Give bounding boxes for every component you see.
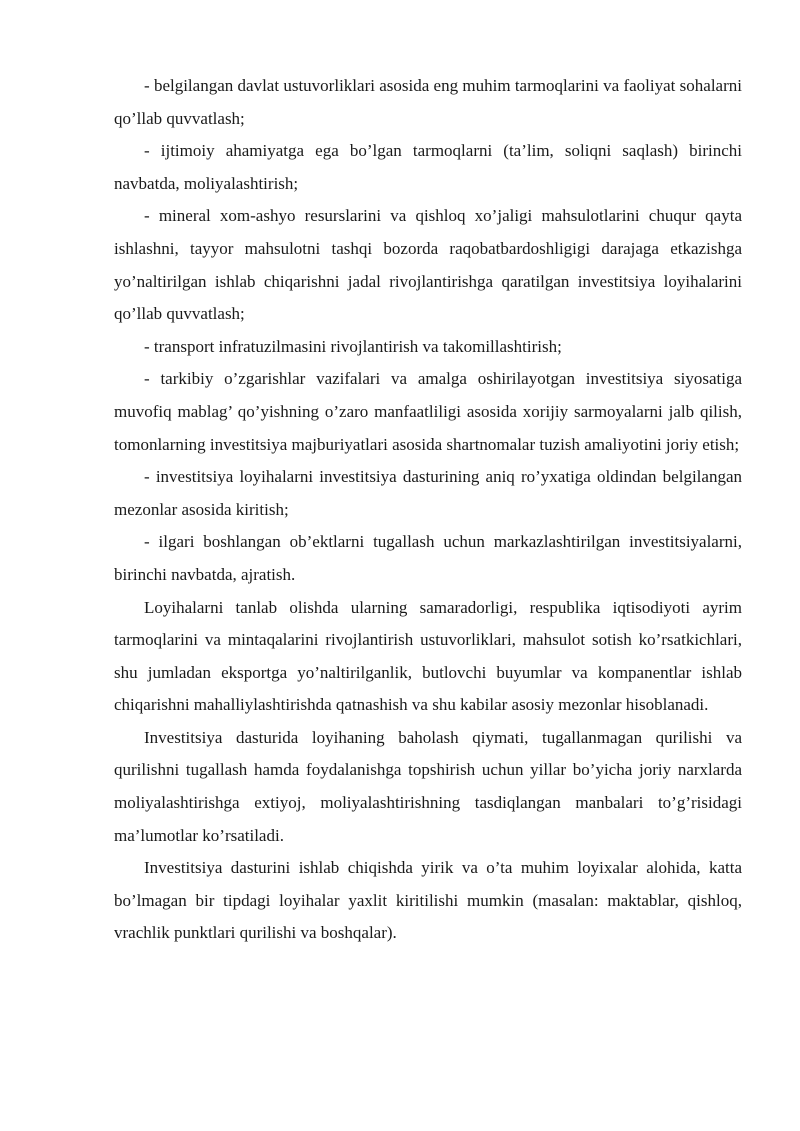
paragraph-started-objects: - ilgari boshlangan ob’ektlarni tugallash uchun markazlashtirilgan investitsiyalarni, birinchi navbatda, ajratish.	[114, 532, 742, 584]
document-body	[114, 70, 742, 950]
paragraph-transport: - transport infratuzilmasini rivojlantirish va takomillashtirish;	[144, 336, 562, 356]
paragraph-foreign-investment: - tarkibiy o’zgarishlar vazifalari va amalga oshirilayotgan investitsiya siyosatiga muvofiq mablag’ qo’yishning o’zaro manfaatliligi asosida xorijiy sarmoyalarni jalb qilish, tomonlarning investitsiya majburiyatlari asosida shartnomalar tuzish amaliyotini joriy etish;	[114, 369, 742, 454]
paragraph-mineral-resources: - mineral xom-ashyo resurslarini va qishloq xo’jaligi mahsulotlarini chuqur qayta ishlashni, tayyor mahsulotni tashqi bozorda raqobatbardoshligigi darajaga etkazishga yo’naltirilgan ishlab chiqarishni jadal rivojlantirishga qaratilgan investitsiya loyihalarini qo’llab quvvatlash;	[114, 206, 742, 324]
paragraph-social-sectors: - ijtimoiy ahamiyatga ega bo’lgan tarmoqlarni (ta’lim, soliqni saqlash) birinchi navbatda, moliyalashtirish;	[114, 141, 742, 193]
paragraph-program-development: Investitsiya dasturini ishlab chiqishda yirik va o’ta muhim loyixalar alohida, katta bo’lmagan bir tipdagi loyihalar yaxlit kiritilishi mumkin (masalan: maktablar, qishloq, vrachlik punktlari qurilishi va boshqalar).	[114, 858, 742, 943]
paragraph-selection-criteria: Loyihalarni tanlab olishda ularning samaradorligi, respublika iqtisodiyoti ayrim tarmoqlarini va mintaqalarini rivojlantirish ustuvorliklari, mahsulot sotish ko’rsatkichlari, shu jumladan eksportga yo’naltirilganlik, butlovchi buyumlar va kompanentlar ishlab chiqarishni mahalliylashtirishda qatnashish va shu kabilar asosiy mezonlar hisoblanadi.	[114, 597, 742, 715]
paragraph-priority-sectors: - belgilangan davlat ustuvorliklari asosida eng muhim tarmoqlarini va faoliyat sohalarni qo’llab quvvatlash;	[114, 76, 742, 128]
paragraph-project-criteria: - investitsiya loyihalarni investitsiya dasturining aniq ro’yxatiga oldindan belgilangan mezonlar asosida kiritish;	[114, 467, 742, 519]
paragraph-program-contents: Investitsiya dasturida loyihaning baholash qiymati, tugallanmagan qurilishi va qurilishni tugallash hamda foydalanishga topshirish uchun yillar bo’yicha joriy narxlarda moliyalashtirishga extiyoj, moliyalashtirishning tasdiqlangan manbalari to’g’risidagi ma’lumotlar ko’rsatiladi.	[114, 727, 742, 845]
